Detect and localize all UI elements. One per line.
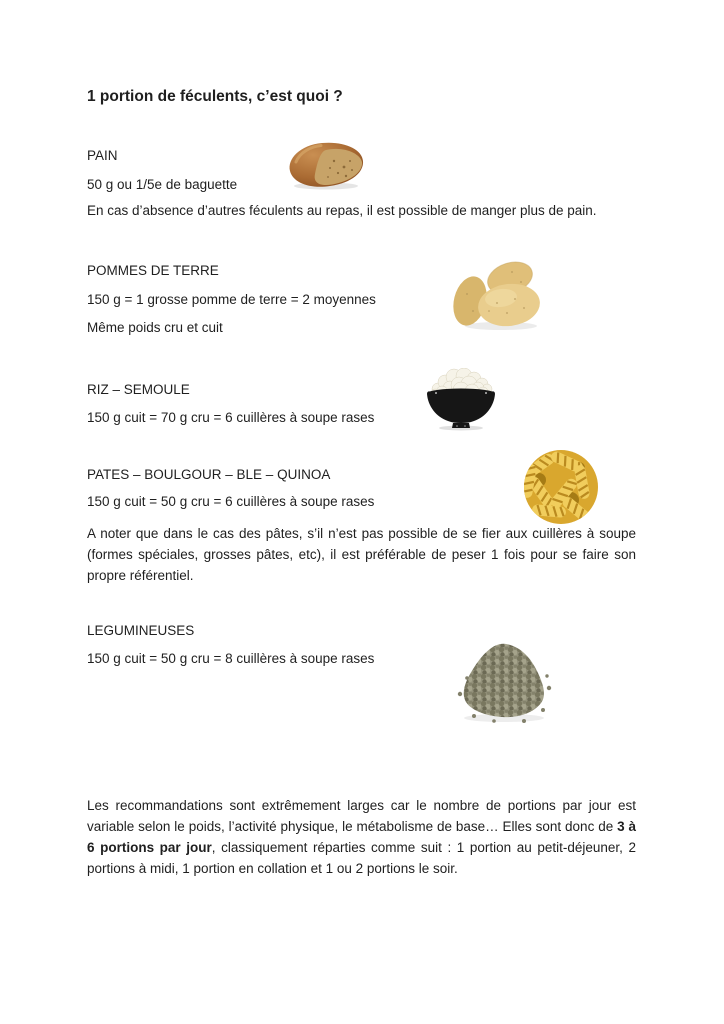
recommendations-text-before: Les recommandations sont extrêmement larges car le nombre de portions par jour est variable selon le poids, l’activité physique, le métabolisme de base… Elles sont donc de bbox=[87, 798, 636, 834]
section-heading-legumineuses: LEGUMINEUSES bbox=[87, 623, 195, 638]
portion-line-riz-semoule: 150 g cuit = 70 g cru = 6 cuillères à soupe rases bbox=[87, 410, 375, 425]
portion-line-pates: 150 g cuit = 50 g cru = 6 cuillères à soupe rases bbox=[87, 494, 375, 509]
recommendations-paragraph bbox=[87, 795, 636, 879]
note-pain: En cas d’absence d’autres féculents au repas, il est possible de manger plus de pain. bbox=[87, 203, 597, 218]
portion-line-pain: 50 g ou 1/5e de baguette bbox=[87, 177, 238, 192]
fusilli-pasta-photo bbox=[519, 448, 603, 526]
section-heading-pommes-de-terre: POMMES DE TERRE bbox=[87, 263, 219, 278]
section-heading-pates: PATES – BOULGOUR – BLE – QUINOA bbox=[87, 467, 331, 482]
portion-line-pommes-de-terre: 150 g = 1 grosse pomme de terre = 2 moyennes bbox=[87, 292, 376, 307]
note-pommes-de-terre: Même poids cru et cuit bbox=[87, 320, 223, 335]
portion-line-legumineuses: 150 g cuit = 50 g cru = 8 cuillères à soupe rases bbox=[87, 651, 375, 666]
recommendations-text-after: , classiquement réparties comme suit : 1 portion au petit-déjeuner, 2 portions à midi, 1 portion en collation et 1 ou 2 portions le soir. bbox=[87, 840, 636, 876]
rice-bowl-photo bbox=[426, 368, 497, 431]
section-heading-pain: PAIN bbox=[87, 148, 118, 163]
lentils-photo bbox=[454, 638, 554, 726]
bread-photo bbox=[286, 139, 366, 191]
potatoes-photo bbox=[449, 256, 546, 334]
page-title: 1 portion de féculents, c’est quoi ? bbox=[87, 88, 343, 105]
section-heading-riz-semoule: RIZ – SEMOULE bbox=[87, 382, 190, 397]
note-pates: A noter que dans le cas des pâtes, s’il n’est pas possible de se fier aux cuillères à soupe (formes spéciales, grosses pâtes, etc), il est préférable de peser 1 fois pour se faire son propre référentiel. bbox=[87, 526, 636, 583]
recommendations-text-bold: 3 à 6 portions par jour bbox=[87, 819, 636, 855]
